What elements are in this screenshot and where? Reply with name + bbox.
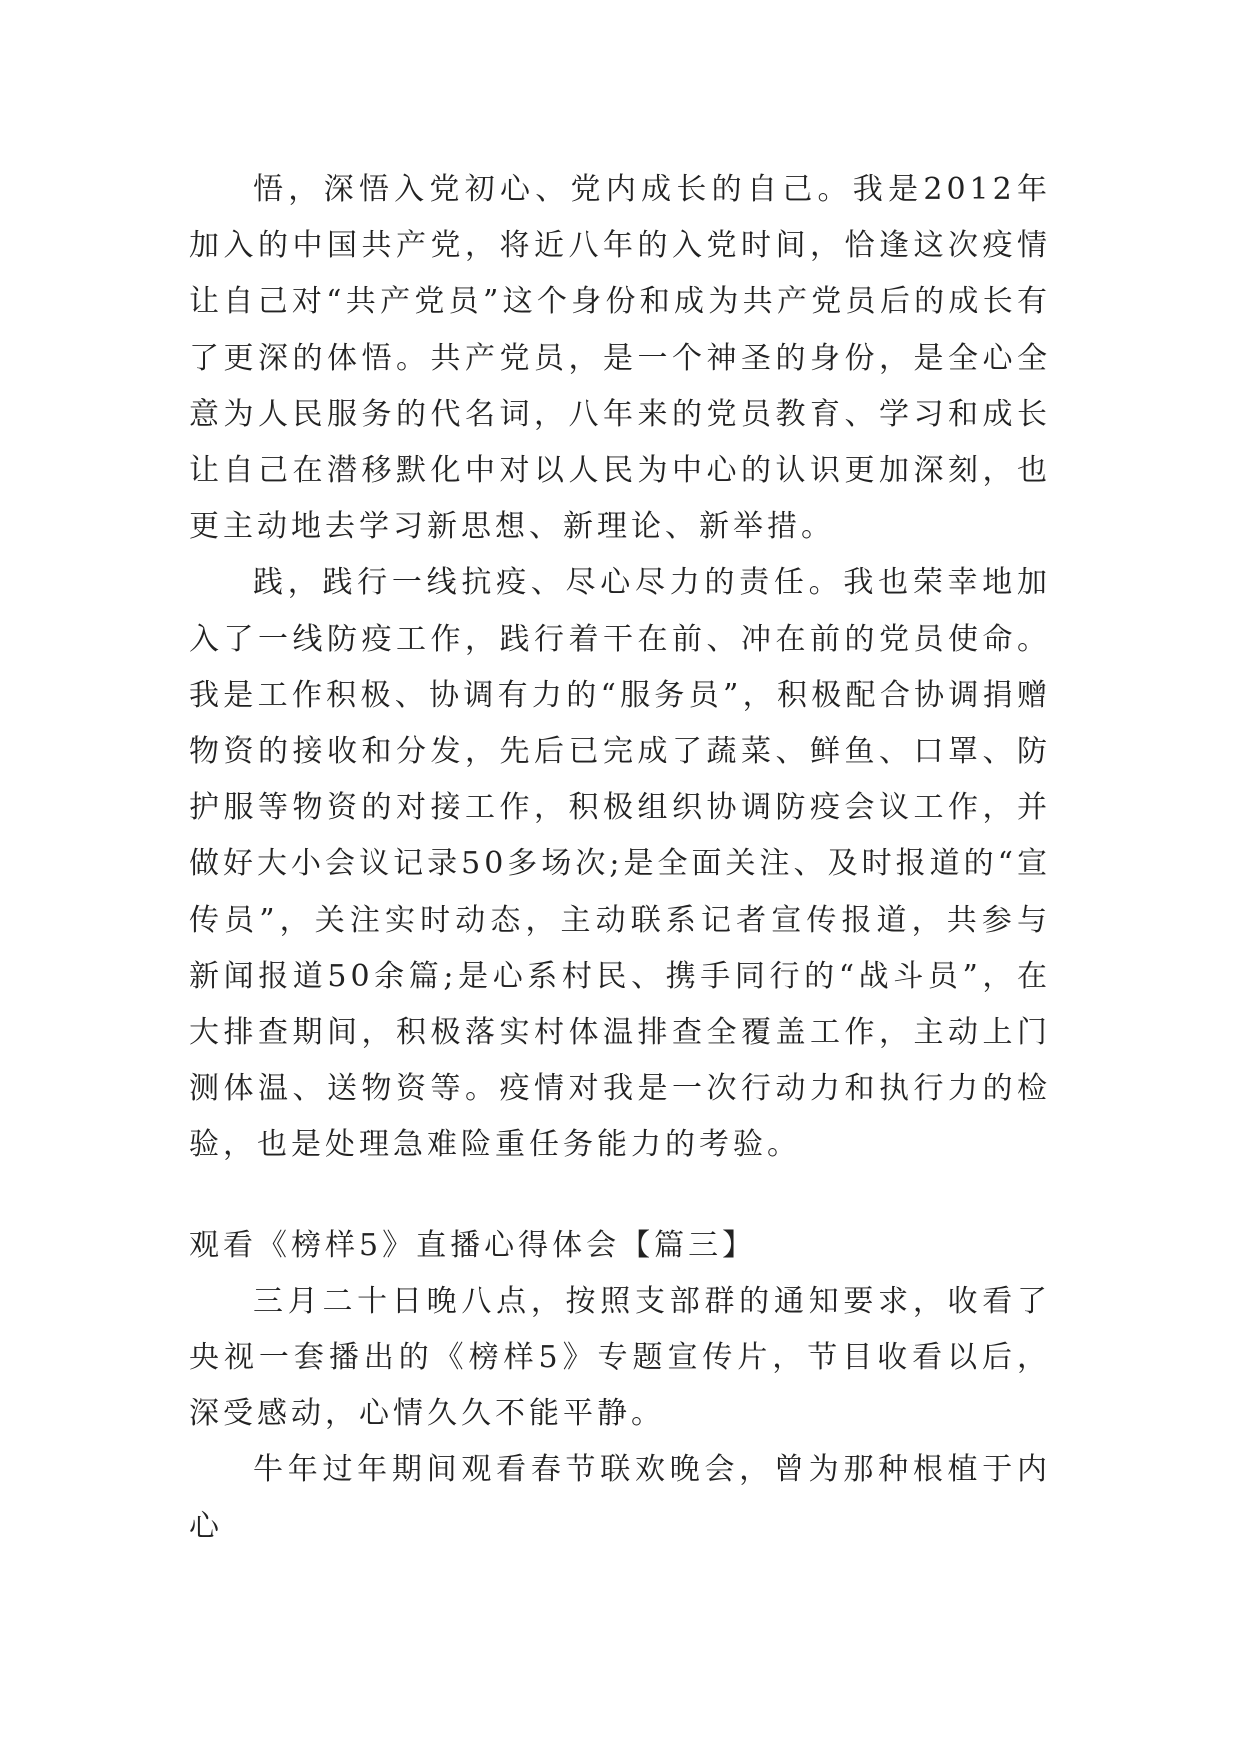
paragraph-enlightenment: 悟，深悟入党初心、党内成长的自己。我是2012年加入的中国共产党，将近八年的入党时间，恰逢这次疫情让自己对“共产党员”这个身份和成为共产党员后的成长有了更深的体悟。共产党员，是一个神圣的身份，是全心全意为人民服务的代名词，八年来的党员教育、学习和成长让自己在潜移默化中对以人民为中心的认识更加深刻，也更主动地去学习新思想、新理论、新举措。: [189, 172, 1051, 545]
paragraph-viewing: 三月二十日晚八点，按照支部群的通知要求，收看了央视一套播出的《榜样5》专题宣传片，节目收看以后，深受感动，心情久久不能平静。: [189, 1283, 1051, 1432]
paragraph-practice: 践，践行一线抗疫、尽心尽力的责任。我也荣幸地加入了一线防疫工作，践行着干在前、冲在前的党员使命。我是工作积极、协调有力的“服务员”，积极配合协调捐赠物资的接收和分发，先后已完成了蔬菜、鲜鱼、口罩、防护服等物资的对接工作，积极组织协调防疫会议工作，并做好大小会议记录50多场次;是全面关注、及时报道的“宣传员”，关注实时动态，主动联系记者宣传报道，共参与新闻报道50余篇;是心系村民、携手同行的“战斗员”，在大排查期间，积极落实村体温排查全覆盖工作，主动上门测体温、送物资等。疫情对我是一次行动力和执行力的检验，也是处理急难险重任务能力的考验。: [189, 565, 1051, 1163]
section-heading: 观看《榜样5》直播心得体会【篇三】: [189, 1227, 757, 1263]
document-body: [189, 162, 1051, 1555]
section-spacer: [189, 1174, 1051, 1218]
paragraph-spring-festival: 牛年过年期间观看春节联欢晚会，曾为那种根植于内心: [189, 1452, 1051, 1544]
